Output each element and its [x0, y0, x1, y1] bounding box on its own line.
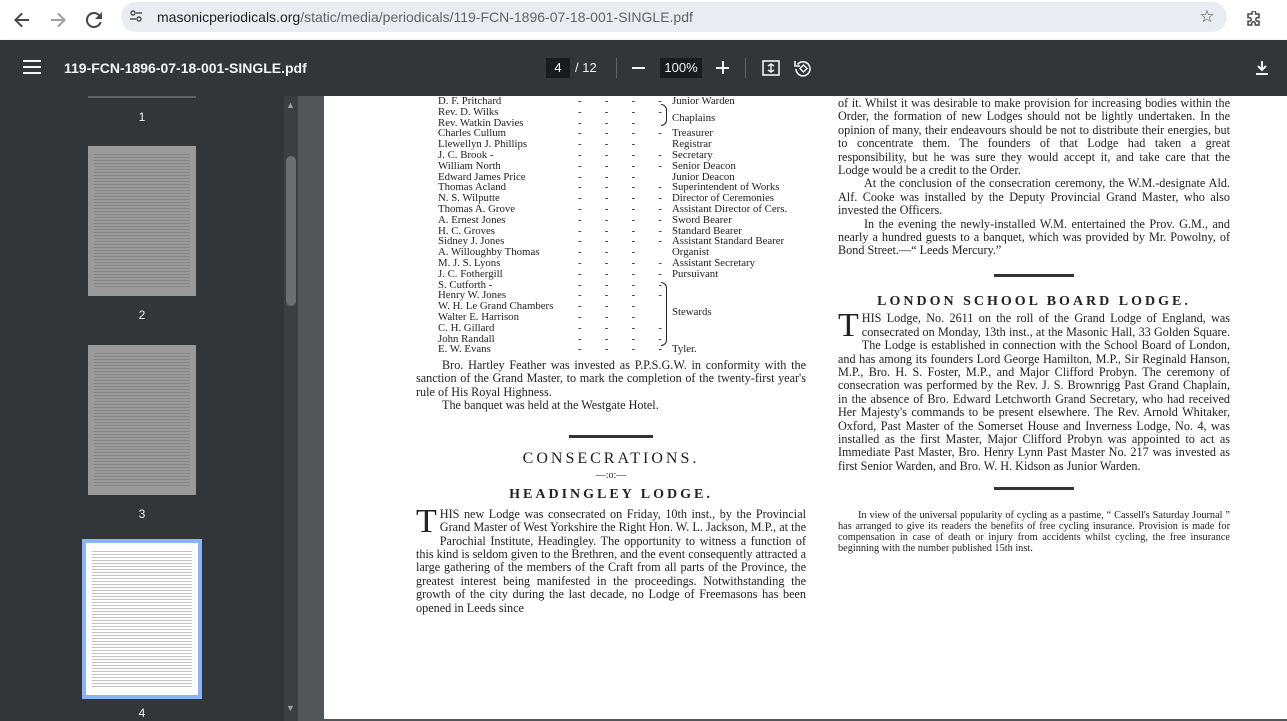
section-rule [994, 487, 1074, 490]
zoom-out-icon[interactable] [629, 58, 649, 78]
top-paragraph: of it. Whilst it was desirable to make provision for increasing bodies within the Order, the formation of new Lodges should not be lightly undertaken. In the opinion of many, their endeavours should be not to distribute their energies, but to concentrate them. The founders of that Lodge had taken a great responsibility, but he was sure they would accept it, and take care that the Lodge would be a credit to the Order. [838, 96, 1230, 178]
thumbnail-label: 2 [138, 308, 146, 322]
officer-name: Walter E. Harrison [438, 310, 519, 323]
pdf-toolbar [0, 40, 1287, 96]
thumbnail-bottom-edge [88, 96, 196, 98]
url-path: /static/media/periodicals/119-FCN-1896-07-18-001-SINGLE.pdf [300, 9, 693, 25]
left-column-text [416, 359, 806, 615]
officer-row [438, 215, 828, 226]
thumbnail-page-2[interactable] [88, 146, 196, 296]
officer-dots: - - - - [578, 256, 663, 269]
section-rule [994, 274, 1074, 277]
officer-dots: - - - - [578, 148, 663, 161]
officer-dots: - - - [578, 170, 637, 183]
menu-icon[interactable] [20, 56, 44, 80]
officer-name: Llewellyn J. Phillips [438, 138, 528, 151]
london-paragraph [838, 307, 1230, 473]
officer-dots: - - - - [578, 332, 663, 345]
fit-page-icon[interactable] [761, 58, 781, 78]
officer-dots: - - - - [578, 267, 663, 280]
conclusion-paragraph: At the conclusion of the consecration ceremony, the W.M.-designate Ald. Alf. Cooke was installed by the Deputy Provincial Grand Master, who also invested the Officers. [838, 176, 1230, 218]
officer-dots: - - - [578, 300, 637, 313]
officer-role: Chaplains [672, 111, 716, 124]
url-text [157, 9, 693, 25]
officer-dots: - - - [578, 116, 637, 129]
officer-name: J. C. Fothergill [438, 267, 503, 280]
officer-role [672, 280, 822, 291]
officer-row [438, 161, 828, 172]
officer-role: Director of Ceremonies [672, 192, 774, 205]
officer-name: Sidney J. Jones [438, 235, 505, 248]
officer-role: Registrar [672, 138, 712, 151]
officer-dots: - - - - [578, 235, 663, 248]
address-bar[interactable] [121, 2, 1227, 32]
headingley-paragraph [416, 502, 806, 615]
officer-name: H. C. Groves [438, 224, 495, 237]
chaplains-brace [661, 104, 667, 126]
drop-cap: T [838, 307, 859, 345]
officer-role: Sword Bearer [672, 213, 732, 226]
stewards-brace [661, 282, 667, 346]
officer-dots: - - - - [578, 321, 663, 334]
evening-paragraph: In the evening the newly-installed W.M. entertained the Prov. G.M., and nearly a hundred guests to a banquet, which was provided by Mr. Powolny, of Bond Street.—“ Leeds Mercury.” [838, 216, 1230, 258]
download-icon[interactable] [1252, 58, 1272, 78]
scroll-up-icon[interactable]: ▲ [286, 100, 295, 110]
thumbnail-page-4[interactable] [86, 543, 198, 695]
officer-name: John Randall [438, 332, 495, 345]
officer-dots: - - - - [578, 213, 663, 226]
officer-dots: - - - - [578, 159, 663, 172]
consecrations-heading: CONSECRATIONS. [522, 449, 700, 467]
section-divider: —:o:— [595, 470, 627, 482]
officer-role: Tyler. [672, 343, 697, 356]
officer-row [438, 323, 828, 334]
officer-dots: - - - - [578, 96, 663, 107]
officer-name: Edward James Price [438, 170, 526, 183]
section-rule [569, 435, 653, 438]
officer-role: Junior Deacon [672, 170, 735, 183]
officer-name: A. Ernest Jones [438, 213, 506, 226]
officer-role: Treasurer [672, 127, 713, 140]
officer-role: Senior Deacon [672, 159, 736, 172]
officer-row [438, 269, 828, 280]
page-number-input[interactable]: 4 [546, 58, 570, 78]
zoom-input[interactable]: 100% [660, 58, 702, 78]
officer-name: Charles Cullum [438, 127, 507, 140]
officer-dots: - - - - [578, 289, 663, 302]
feather-paragraph: Bro. Hartley Feather was invested as P.P.S.G.W. in conformity with the sanction of the Grand Master, to mark the completion of the twenty-first year's rule of His Royal Highness. [416, 358, 806, 399]
right-column-text [838, 97, 1230, 554]
officer-dots: - - - - [578, 192, 663, 205]
officer-dots: - - - - [578, 105, 663, 118]
officer-name: C. H. Gillard [438, 321, 495, 334]
officer-row [438, 344, 828, 355]
officer-name: J. C. Brook - [438, 148, 494, 161]
officer-role: Pursuivant [672, 267, 719, 280]
toolbar-divider [745, 58, 746, 78]
officer-name: Rev. Watkin Davies [438, 116, 524, 129]
bookmark-star-icon[interactable]: ☆ [1199, 7, 1215, 26]
site-info-icon[interactable] [129, 9, 149, 26]
officers-list [438, 96, 828, 355]
zoom-in-icon[interactable] [713, 58, 733, 78]
extensions-icon[interactable] [1240, 6, 1268, 34]
officer-dots: - - - - [578, 343, 663, 356]
cycling-paragraph: In view of the universal popularity of cycling as a pastime, “ Cassell's Saturday Journal ” has arranged to give its readers the benefits of free cycling insurance. Provision is made for compensation in case of death or injury from accidents whilst cycling, the free insurance beginning with the number published 15th inst. [838, 510, 1230, 555]
page-total: / 12 [575, 60, 597, 75]
officer-name: Thomas A. Grove [438, 202, 516, 215]
url-host: masonicperiodicals.org [157, 9, 301, 25]
officer-dots: - - - - [578, 224, 663, 237]
headingley-heading: HEADINGLEY LODGE. [509, 487, 713, 503]
officer-role [672, 290, 822, 301]
thumbnail-label: 1 [138, 110, 146, 124]
london-heading: LONDON SCHOOL BOARD LODGE. [877, 293, 1191, 309]
officer-role: Stewards [672, 305, 712, 318]
officer-name: William North [438, 159, 501, 172]
thumbnail-label: 4 [138, 706, 146, 720]
browser-chrome [0, 0, 1287, 40]
officer-name: E. W. Evans [438, 343, 491, 356]
officer-name: Thomas Acland [438, 181, 507, 194]
forward-icon[interactable] [44, 6, 72, 34]
officer-role: Assistant Secretary [672, 256, 756, 269]
officer-role: Junior Warden [672, 96, 735, 107]
officer-name: Rev. D. Wilks [438, 105, 499, 118]
officer-dots: - - - - [578, 181, 663, 194]
officer-role: Assistant Director of Cers. [672, 202, 788, 215]
toolbar-divider [616, 58, 617, 78]
officer-name: D. F. Pritchard [438, 96, 502, 107]
banquet-paragraph: The banquet was held at the Westgate Hotel. [442, 398, 659, 413]
officer-role: Superintendent of Works [672, 181, 780, 194]
scroll-down-icon[interactable]: ▼ [286, 703, 295, 713]
officer-dots: - - - - [578, 278, 663, 291]
thumbnail-page-3[interactable] [88, 345, 196, 495]
officer-name: S. Cutforth - [438, 278, 493, 291]
headingley-text: HIS new Lodge was consecrated on Friday, 10th inst., by the Provincial Grand Master of West Yorkshire the Right Hon. W. L. Jackson, M.P., at the Parochial Institute, Headingley. The opportunity to witness a function of this kind is seldom given to the Brethren, and the event consequently attracted a large gathering of the members of the Craft from all parts of the Province, the greatest interest being manifested in the proceedings. Notwithstanding the growth of the city during the last decade, no Lodge of Freemasons has been opened in Leeds since [416, 506, 806, 615]
officer-name: W. H. Le Grand Chambers [438, 300, 554, 313]
reload-icon[interactable] [80, 6, 108, 34]
rotate-icon[interactable] [793, 58, 813, 78]
officer-role: Secretary [672, 148, 713, 161]
officer-dots: - - - [578, 138, 637, 151]
document-title: 119-FCN-1896-07-18-001-SINGLE.pdf [64, 60, 307, 76]
officer-role: Organist [672, 246, 709, 259]
london-text: HIS Lodge, No. 2611 on the roll of the Grand Lodge of England, was consecrated on Monday, 13th inst., at the Masonic Hall, 33 Golden Square. The Lodge is established in connection with the School Board of London, and has among its founders Lord George Hamilton, M.P., Sir Reginald Hanson, M.P., Bro. H. S. Foster, M.P., and Major Clifford Probyn. The ceremony of consecration was performed by the Rev. J. S. Brownrigg Past Grand Chaplain, in the absence of Bro. Edward Letchworth Grand Secretary, who had received Her Majesty's commands to be present elsewhere. The Rev. Arnold Whitaker, Oxford, Past Master of the Somerset House and Inverness Lodge, No. 4, was installed as the first Master, Major Clifford Probyn was appointed to act as Immediate Past Master, Bro. Henry Lynn Past Master No. 217 was invested as first Senior Warden, and Bro. W. H. Kidson as Junior Warden. [838, 311, 1230, 473]
thumbnail-sidebar [0, 96, 298, 721]
officer-dots: - - - [578, 310, 637, 323]
pdf-page [324, 96, 1287, 719]
officer-dots: - - - [578, 246, 637, 259]
officer-role: Standard Bearer [672, 224, 742, 237]
officer-role: Assistant Standard Bearer [672, 235, 785, 248]
officer-name: Henry W. Jones [438, 289, 507, 302]
drop-cap: T [416, 502, 437, 540]
officer-name: M. J. S. Lyons [438, 256, 501, 269]
officer-dots: - - - - [578, 202, 663, 215]
officer-name: N. S. Wilputte [438, 192, 500, 205]
sidebar-scrollbar-thumb[interactable] [286, 156, 296, 306]
officer-dots: - - - - [578, 127, 663, 140]
back-icon[interactable] [8, 6, 36, 34]
thumbnail-label: 3 [138, 507, 146, 521]
pdf-viewer[interactable] [298, 96, 1287, 721]
officer-role [672, 323, 822, 334]
officer-name: A. Willoughby Thomas [438, 246, 540, 259]
